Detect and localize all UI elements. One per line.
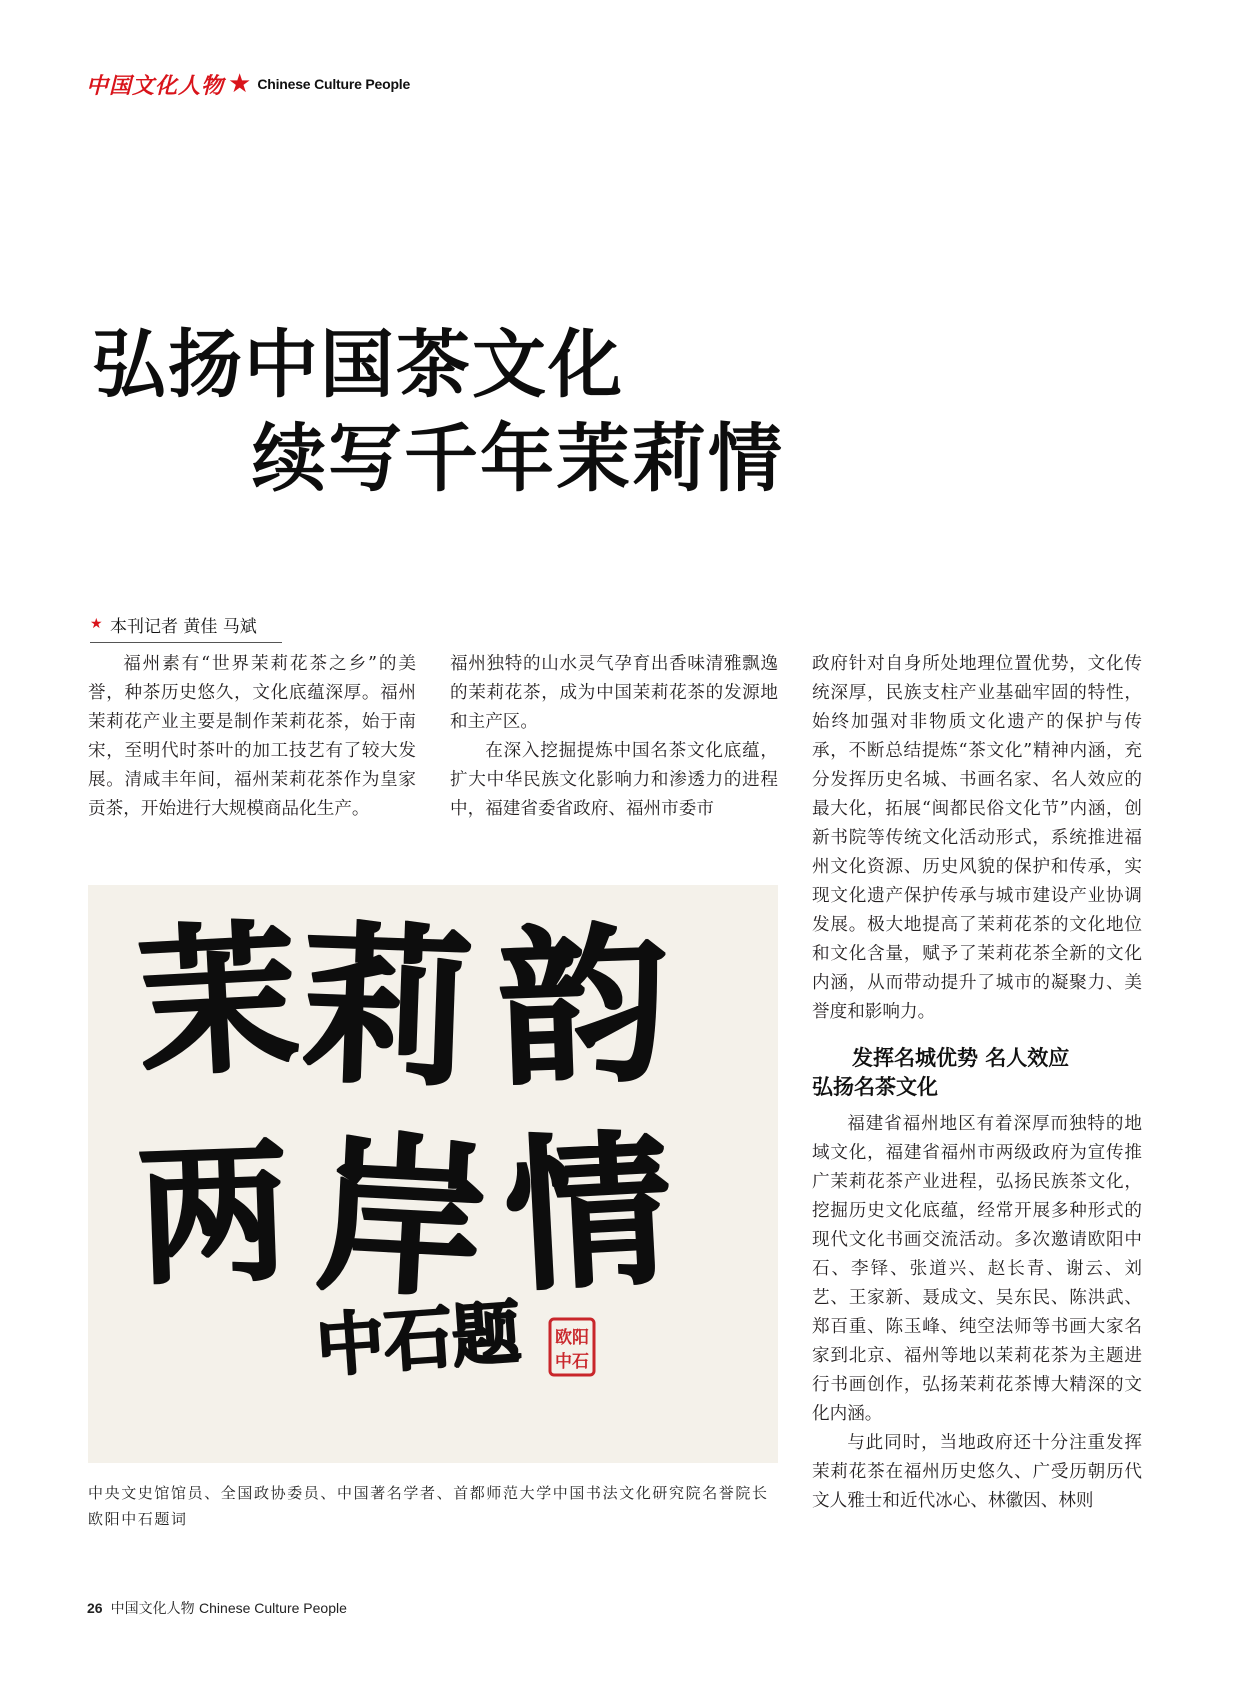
footer-magazine-en: Chinese Culture People: [199, 1600, 347, 1616]
masthead-title-cn: 中国文化人物: [86, 72, 225, 99]
masthead: [86, 68, 410, 100]
paragraph: 福州独特的山水灵气孕育出香味清雅飘逸的茉莉花茶，成为中国茉莉花茶的发源地和主产区。: [450, 654, 778, 732]
paragraph: 福州素有“世界茉莉花茶之乡”的美誉，种茶历史悠久，文化底蕴深厚。福州茉莉花产业主要是制作茉莉花茶，始于南宋，至明代时茶叶的加工技艺有了较大发展。清咸丰年间，福州茉莉花茶作为皇家贡茶，开始进行大规模商品化生产。: [88, 654, 416, 819]
byline: [90, 612, 282, 643]
calligraphy-char: 莉: [299, 905, 476, 1111]
footer-magazine-cn: 中国文化人物: [110, 1601, 195, 1617]
calligraphy-signature: 中石题: [313, 1292, 523, 1388]
seal-stamp: [550, 1319, 594, 1375]
paragraph: 福建省福州地区有着深厚而独特的地域文化，福建省福州市两级政府为宣传推广茉莉花茶产业进程，弘扬民族茶文化，挖掘历史文化底蕴，经常开展多种形式的现代文化书画交流活动。多次邀请欧阳中石、李铎、张道兴、赵长青、谢云、刘艺、王家新、聂成文、吴东民、陈洪武、郑百重、陈玉峰、纯空法师等书画大家名家到北京、福州等地以茉莉花茶为主题进行书画创作，弘扬茉莉花茶博大精深的文化内涵。: [812, 1114, 1142, 1424]
paragraph: 与此同时，当地政府还十分注重发挥茉莉花茶在福州历史悠久、广受历朝历代文人雅士和近代冰心、林徽因、林则: [812, 1433, 1142, 1511]
section-heading: [812, 1044, 1142, 1102]
page-number: 26: [87, 1600, 103, 1616]
article-title-line1: 弘扬中国茶文化: [92, 322, 624, 408]
masthead-title-en: Chinese Culture People: [257, 76, 411, 92]
text-column-2: [450, 650, 778, 824]
byline-text: 本刊记者 黄佳 马斌: [110, 617, 257, 637]
calligraphy-image: [88, 885, 778, 1463]
calligraphy-char: 茉: [133, 902, 304, 1100]
seal-text: 中石: [555, 1352, 589, 1372]
text-column-3: [812, 650, 1142, 1516]
text-column-1: [88, 650, 416, 824]
star-icon: ★: [228, 69, 252, 99]
calligraphy-char: 岸: [312, 1113, 493, 1323]
section-heading-line2: 弘扬名茶文化: [812, 1075, 938, 1099]
star-icon: ★: [90, 616, 103, 632]
figure-caption: 中央文史馆馆员、全国政协委员、中国著名学者、首都师范大学中国书法文化研究院名誉院长欧阳中石题词: [88, 1484, 769, 1528]
page-footer: [87, 1598, 347, 1618]
article-title-line2: 续写千年茉莉情: [252, 416, 784, 502]
section-heading-line1: 发挥名城优势 名人效应: [852, 1046, 1070, 1070]
calligraphy-char: 情: [500, 1111, 676, 1315]
calligraphy-char: 韵: [495, 905, 672, 1111]
calligraphy-char: 两: [135, 1124, 292, 1306]
seal-text: 欧阳: [555, 1328, 589, 1348]
paragraph: 在深入挖掘提炼中国名茶文化底蕴，扩大中华民族文化影响力和渗透力的进程中，福建省委省政府、福州市委市: [450, 741, 778, 819]
paragraph: 政府针对自身所处地理位置优势，文化传统深厚，民族支柱产业基础牢固的特性，始终加强对非物质文化遗产的保护与传承，不断总结提炼“茶文化”精神内涵，充分发挥历史名城、书画名家、名人效应的最大化，拓展“闽都民俗文化节”内涵，创新书院等传统文化活动形式，系统推进福州文化资源、历史风貌的保护和传承，实现文化遗产保护传承与城市建设产业协调发展。极大地提高了茉莉花茶的文化地位和文化含量，赋予了茉莉花茶全新的文化内涵，从而带动提升了城市的凝聚力、美誉度和影响力。: [812, 654, 1142, 1022]
